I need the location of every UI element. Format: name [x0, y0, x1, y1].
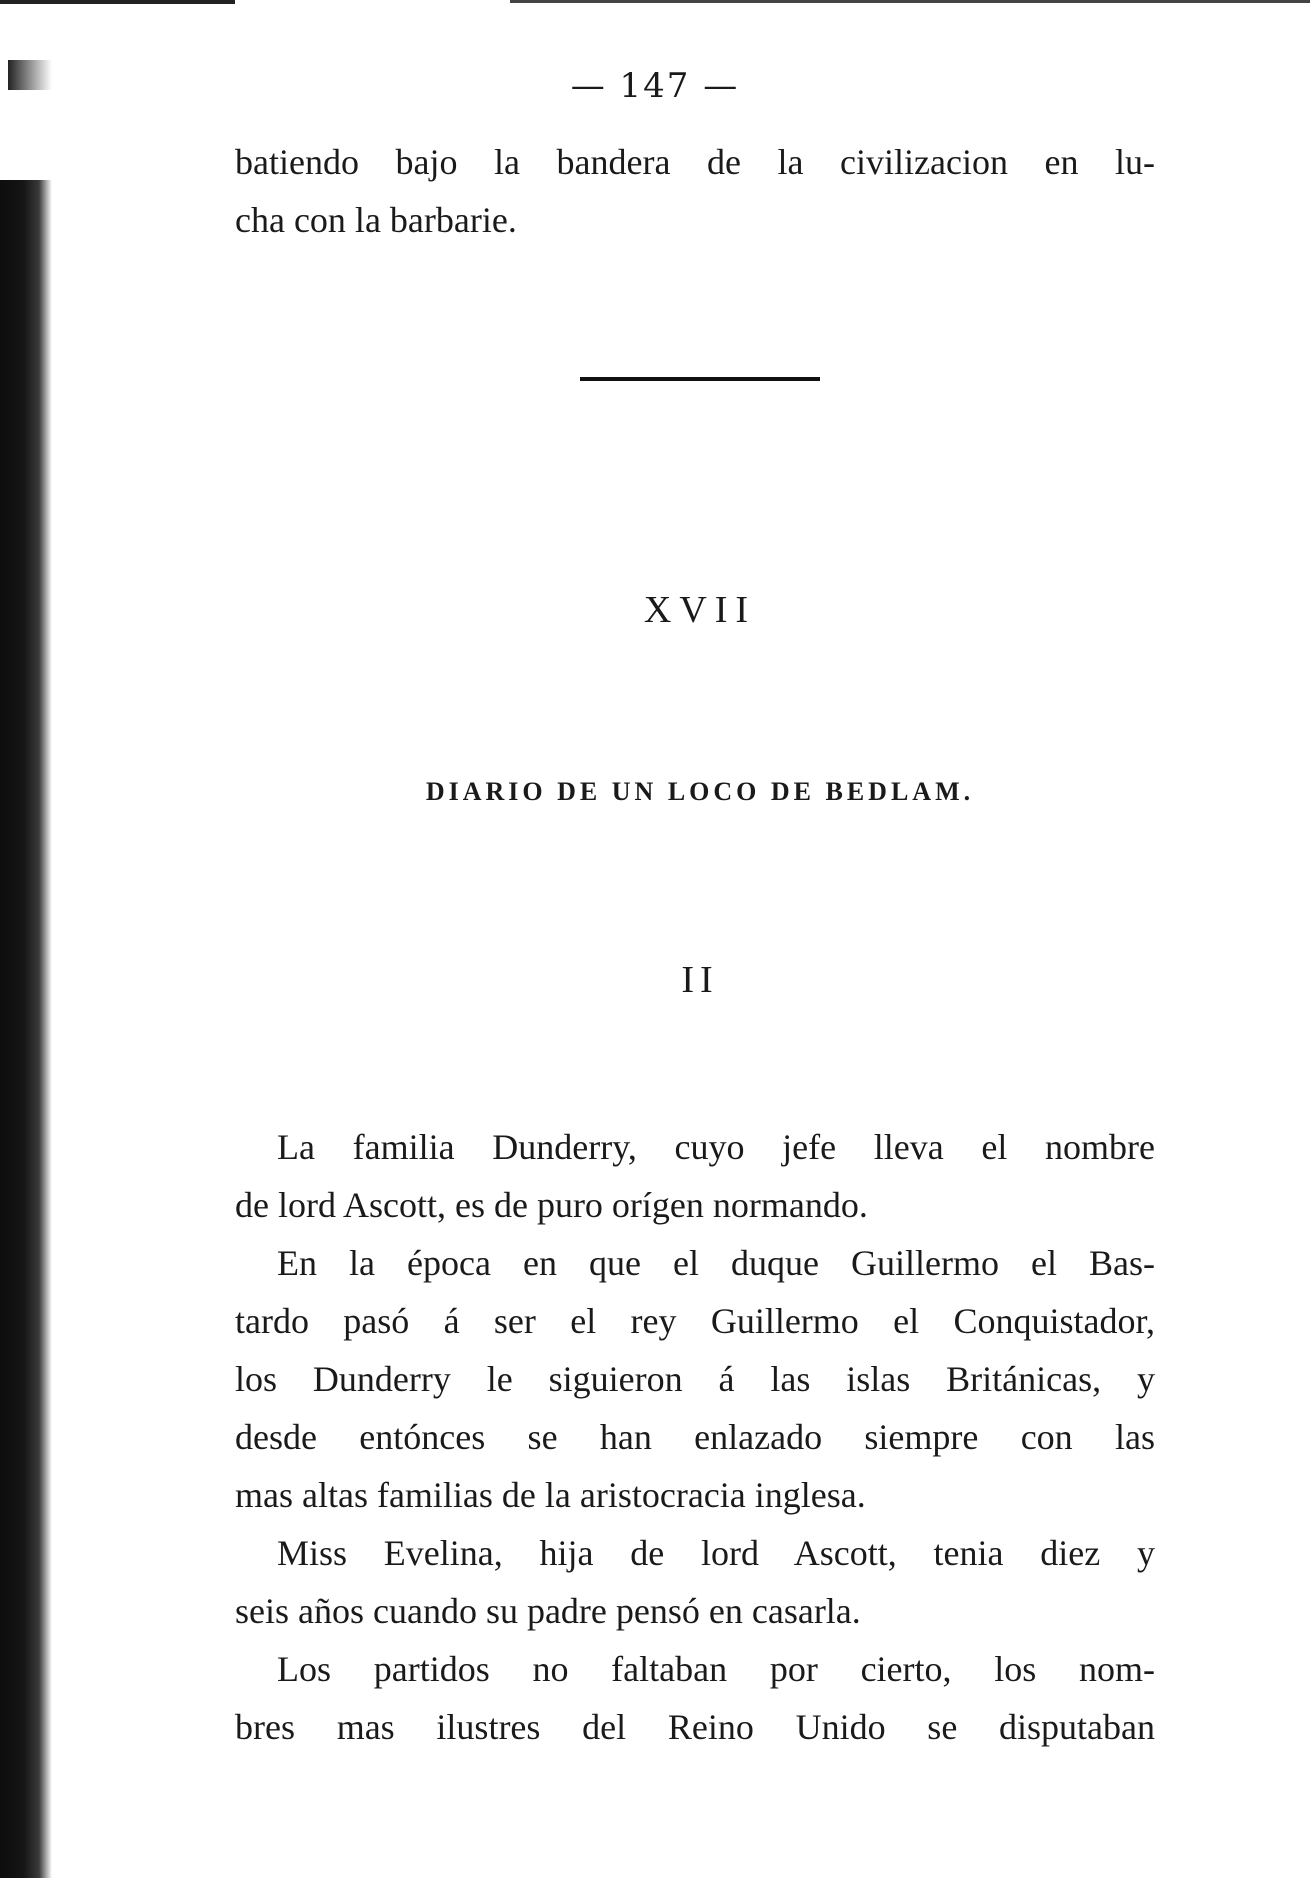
body-paragraphs: [235, 1118, 1155, 1756]
body-line-4: tardo pasó á ser el rey Guillermo el Conquistador,: [235, 1301, 1155, 1341]
body-line-5: los Dunderry le siguieron á las islas Británicas, y: [235, 1359, 1155, 1399]
body-line-7: mas altas familias de la aristocracia inglesa.: [235, 1475, 866, 1515]
opening-line-1: batiendo bajo la bandera de la civilizacion en lu-: [235, 142, 1155, 182]
body-line-8: Miss Evelina, hija de lord Ascott, tenia diez y: [277, 1533, 1155, 1573]
body-line-2: de lord Ascott, es de puro orígen normando.: [235, 1185, 868, 1225]
top-rule-left: [0, 0, 235, 4]
opening-paragraph: [235, 133, 1155, 249]
body-line-6: desde entónces se han enlazado siempre con las: [235, 1417, 1155, 1457]
top-rule-right: [510, 0, 1310, 3]
section-divider-rule: [580, 377, 820, 381]
page-number: — 147 —: [570, 66, 740, 106]
body-line-3: En la época en que el duque Guillermo el Bas-: [277, 1243, 1155, 1283]
body-line-1: La familia Dunderry, cuyo jefe lleva el nombre: [277, 1127, 1155, 1167]
opening-line-2: cha con la barbarie.: [235, 200, 517, 240]
body-line-11: bres mas ilustres del Reino Unido se disputaban: [235, 1707, 1155, 1747]
body-line-9: seis años cuando su padre pensó en casarla.: [235, 1591, 861, 1631]
book-spine-shadow: [0, 180, 52, 1878]
chapter-number: XVII: [643, 589, 757, 631]
body-line-10: Los partidos no faltaban por cierto, los nom-: [277, 1649, 1155, 1689]
chapter-title: DIARIO DE UN LOCO DE BEDLAM.: [425, 777, 975, 806]
section-number: II: [681, 959, 719, 1001]
